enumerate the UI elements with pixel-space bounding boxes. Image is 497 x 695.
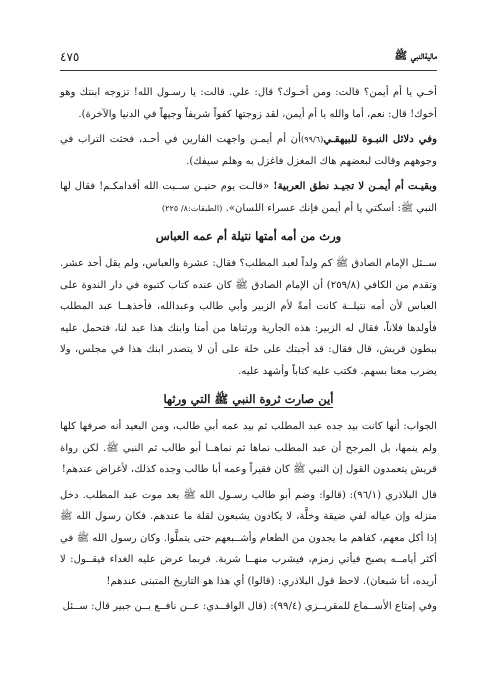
running-title: ماليةالنبي ﷺ (394, 50, 437, 62)
section-heading: أين صارت ثروة النبي ﷺ التي ورثها (163, 392, 334, 406)
page-header (60, 50, 437, 68)
page-number: ٤٧٥ (60, 50, 80, 64)
header-rule (60, 70, 437, 71)
section-paragraph: ســئل الإمام الصادق ﷺ كم ولداً لعبد المطلب؟ فقال: عشرة والعباس، ولم يقل أحد عشر. وتقدم من الكافي (٢٥٩/٨) أن الإمام الصادق ﷺ كان عنده كتاب كتبوه في دار الندوة على العباس لأن أمه نتيلــة كانت أمةً لأم الزبير وأبي طالب وعبدالله، فأخذهــا عبد المطلب فأولدها فلاناً، فقال له الزبير: هذه الجارية ورثناها من أمنا وابنك هذا عبد لنا، فتحمل عليه ببطون قريش، قال فقال: قد أجبتك على خلة على أن لا يتصدر ابنك هذا في مجلس، ولا يضرب معنا بسهم. فكتب عليه كتاباً وأشهد عليه. (60, 258, 437, 377)
paragraph-1: أخـي يا أم أيمن؟ قالت: ومن أخـوك؟ قال: علي. قالت: يا رسـول الله! تزوجه ابنتك وهو أخوك! قال: نعم، أما والله يا أم أيمن، لقد زوجتها كفواً شريفاً وجيهاً في الدنيا والآخرة). (60, 87, 437, 120)
section-heading: ورث من أمه أمتها نتيلة أم عمه العباس (155, 229, 342, 243)
section-paragraph: قال البلاذري (٩٦/١): (قالوا: وضم أبو طالب رسـول الله ﷺ بعد موت عبد المطلب. دخل منزله وإن عياله لفي ضيقة وخلَّة، لا يكادون يشبعون لقلة ما عندهم. فكان رسول الله ﷺ إذا أكل معهم، كفاهم ما يجدون من الطعام وأشــبعهم حتى يتملَّوا. وكان رسول الله ﷺ في أكثر أيامــه يصبح فيأتي زمزم، فيشرب منهــا شربة. فربما عرض عليه الغداء فيقــول: لا أريده، أنا شبعان). لاحظ قول البلاذري: (قالوا) أي هذا هو التاريخ المتبنى عندهم! (60, 489, 437, 587)
page-body (60, 82, 437, 622)
citation: (الطبقات:٨/ ٢٢٥) (161, 202, 223, 213)
section-paragraph: وفي إمتاع الأســماع للمقريــزي (٩٩/٤): (قال الواقــدي: عــن نافــع بــن جبير قال: ســئل (62, 601, 437, 612)
paragraph-3: وبقيـت أم أيمـن لا تجيـد نطق العربية! «قالـت يوم حنيـن ســبت الله أقدامكـم! فقال لها النبي ﷺ: أسكتي يا أم أيمن فإنك عسراء اللسان». (الطبقات:٨/ ٢٢٥) (60, 180, 437, 214)
source-name: وفي دلائل النبـوة للبيهقـي (323, 133, 437, 145)
section-paragraph: الجواب: أنها كانت بيد جده عبد المطلب ثم بيد عمه أبي طالب، ومن البعيد أنه صرفها كلها ولم ينمها، بل المرجح أن عبد المطلب نماها ثم نماهــا أبو طالب ثم النبي ﷺ. لكن رواة قريش يتعمدون القول إن النبي ﷺ كان فقيراً وعمه أبا طالب وجده كذلك، لأغراض عندهم! (60, 421, 437, 475)
bold-lead: وبقيـت أم أيمـن لا تجيـد نطق العربية! (273, 180, 437, 192)
citation: (٩٩/٦) (301, 134, 324, 144)
paragraph-2: وفي دلائل النبـوة للبيهقـي(٩٩/٦)أن أم أيمـن واجهت الفارين في أحـد، فحثت التراب في وجوههم وقالت لبعضهم هاك المغزل فاغزل به وهلم سيفك). (60, 133, 437, 167)
